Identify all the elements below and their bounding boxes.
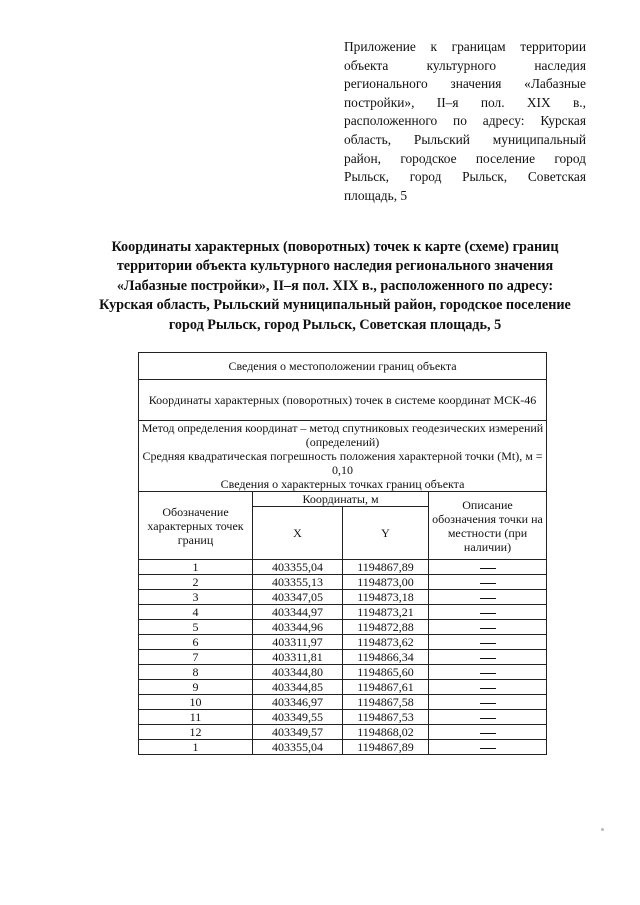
dash-mark [480, 598, 496, 599]
x-coordinate-cell: 403344,97 [253, 605, 343, 620]
point-number-cell: 9 [139, 680, 253, 695]
x-coordinate-cell: 403349,55 [253, 710, 343, 725]
x-header: X [253, 507, 343, 560]
point-number-cell: 1 [139, 740, 253, 755]
coordinates-table-body [139, 353, 547, 755]
y-coordinate-cell: 1194867,53 [343, 710, 429, 725]
description-cell [429, 620, 547, 635]
accuracy-text: Средняя квадратическая погрешность положения характерной точки (Mt), м = 0,10 [142, 449, 543, 477]
scan-speck [601, 828, 604, 831]
point-number-cell: 2 [139, 575, 253, 590]
y-coordinate-cell: 1194865,60 [343, 665, 429, 680]
point-number-cell: 6 [139, 635, 253, 650]
dash-mark [480, 613, 496, 614]
table-row [139, 575, 547, 590]
dash-mark [480, 688, 496, 689]
dash-mark [480, 733, 496, 734]
x-coordinate-cell: 403346,97 [253, 695, 343, 710]
point-number-cell: 8 [139, 665, 253, 680]
method-text: Метод определения координат – метод спутниковых геодезических измерений (определений) [141, 421, 544, 449]
y-coordinate-cell: 1194873,21 [343, 605, 429, 620]
table-row [139, 740, 547, 755]
x-coordinate-cell: 403355,13 [253, 575, 343, 590]
designation-header: Обозначение характерных точек границ [139, 492, 253, 560]
description-cell [429, 635, 547, 650]
dash-mark [480, 628, 496, 629]
dash-mark [480, 568, 496, 569]
description-cell [429, 710, 547, 725]
table-row [139, 590, 547, 605]
table-row [139, 650, 547, 665]
point-number-cell: 5 [139, 620, 253, 635]
description-cell [429, 680, 547, 695]
y-coordinate-cell: 1194867,61 [343, 680, 429, 695]
table-section-row [139, 421, 547, 492]
description-cell [429, 650, 547, 665]
table-row [139, 605, 547, 620]
table-row [139, 725, 547, 740]
table-section-row [139, 380, 547, 421]
y-coordinate-cell: 1194867,58 [343, 695, 429, 710]
description-cell [429, 575, 547, 590]
x-coordinate-cell: 403344,96 [253, 620, 343, 635]
description-cell [429, 605, 547, 620]
table-row [139, 710, 547, 725]
coord-system-cell: Координаты характерных (поворотных) точек в системе координат МСК-46 [139, 380, 547, 421]
y-coordinate-cell: 1194873,62 [343, 635, 429, 650]
x-coordinate-cell: 403311,81 [253, 650, 343, 665]
dash-mark [480, 583, 496, 584]
x-coordinate-cell: 403355,04 [253, 560, 343, 575]
y-coordinate-cell: 1194872,88 [343, 620, 429, 635]
description-header: Описание обозначения точки на местности (при наличии) [429, 492, 547, 560]
x-coordinate-cell: 403344,85 [253, 680, 343, 695]
table-row [139, 620, 547, 635]
description-cell [429, 695, 547, 710]
point-number-cell: 10 [139, 695, 253, 710]
coordinates-header: Координаты, м [253, 492, 429, 507]
dash-mark [480, 673, 496, 674]
y-header: Y [343, 507, 429, 560]
table-row [139, 635, 547, 650]
section-location-cell: Сведения о местоположении границ объекта [139, 353, 547, 380]
x-coordinate-cell: 403347,05 [253, 590, 343, 605]
method-cell [139, 421, 547, 492]
point-number-cell: 12 [139, 725, 253, 740]
description-cell [429, 560, 547, 575]
x-coordinate-cell: 403349,57 [253, 725, 343, 740]
x-coordinate-cell: 403344,80 [253, 665, 343, 680]
description-cell [429, 740, 547, 755]
description-cell [429, 590, 547, 605]
point-number-cell: 1 [139, 560, 253, 575]
table-row [139, 680, 547, 695]
y-coordinate-cell: 1194873,00 [343, 575, 429, 590]
table-header-row [139, 492, 547, 507]
coordinates-table [138, 352, 547, 755]
point-number-cell: 3 [139, 590, 253, 605]
table-row [139, 695, 547, 710]
y-coordinate-cell: 1194867,89 [343, 560, 429, 575]
y-coordinate-cell: 1194868,02 [343, 725, 429, 740]
table-row [139, 560, 547, 575]
y-coordinate-cell: 1194866,34 [343, 650, 429, 665]
table-section-row [139, 353, 547, 380]
point-number-cell: 7 [139, 650, 253, 665]
x-coordinate-cell: 403355,04 [253, 740, 343, 755]
dash-mark [480, 643, 496, 644]
x-coordinate-cell: 403311,97 [253, 635, 343, 650]
dash-mark [480, 748, 496, 749]
dash-mark [480, 658, 496, 659]
y-coordinate-cell: 1194873,18 [343, 590, 429, 605]
dash-mark [480, 703, 496, 704]
table-row [139, 665, 547, 680]
point-number-cell: 11 [139, 710, 253, 725]
points-section-text: Сведения о характерных точках границ объекта [220, 477, 465, 491]
y-coordinate-cell: 1194867,89 [343, 740, 429, 755]
document-title: Координаты характерных (поворотных) точек к карте (схеме) границ территории объекта культурного наследия регионального значения «Лабазные постройки», II–я пол. XIX в., расположенного по адресу: Курская область, Рыльский муниципальный район, городское поселение город Рыльск, город Рыльск, Советская площадь, 5 [99, 239, 571, 333]
description-cell [429, 665, 547, 680]
dash-mark [480, 718, 496, 719]
point-number-cell: 4 [139, 605, 253, 620]
appendix-note: Приложение к границам территории объекта культурного наследия регионального значения «Лабазные постройки», II–я пол. XIX в., расположенного по адресу: Курская область, Рыльский муниципальный район, городское поселение город Рыльск, город Рыльск, Советская площадь, 5 [344, 39, 586, 203]
description-cell [429, 725, 547, 740]
